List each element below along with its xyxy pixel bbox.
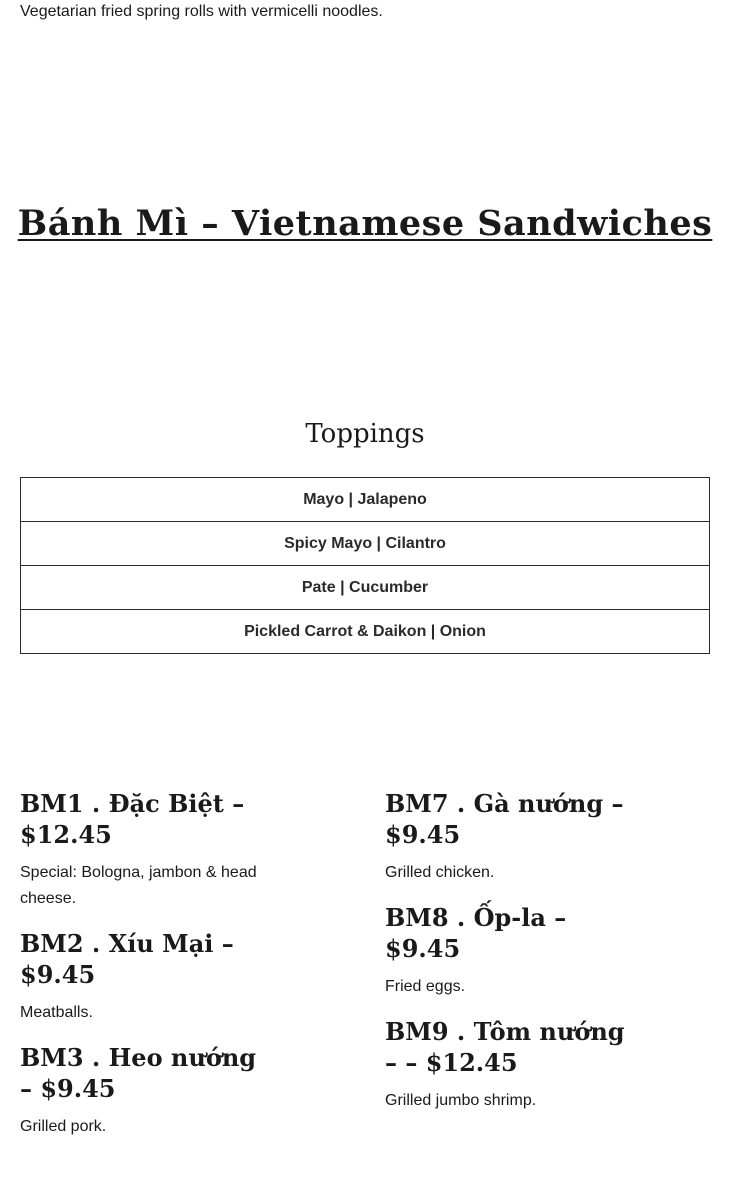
menu-item-description: Grilled chicken. (385, 864, 495, 881)
menu-item-title: BM9 . Tôm nướng – – $12.45 (385, 1017, 625, 1077)
toppings-title: Toppings (305, 419, 425, 449)
menu-item (20, 928, 260, 1026)
menu-item (385, 902, 625, 1000)
menu-item-title: BM2 . Xíu Mại – $9.45 (20, 929, 234, 989)
menu-column-left (20, 788, 260, 1156)
menu-item-title: BM3 . Heo nướng – $9.45 (20, 1043, 257, 1103)
toppings-table (20, 477, 710, 654)
menu-item-description: Meatballs. (20, 1004, 93, 1021)
menu-item-description: Fried eggs. (385, 978, 466, 995)
menu-column-right (385, 788, 625, 1130)
menu-item-description: Grilled pork. (20, 1118, 107, 1135)
table-row (21, 478, 710, 522)
menu-item-title: BM1 . Đặc Biệt – $12.45 (20, 789, 245, 849)
topping-cell: Mayo | Jalapeno (21, 478, 710, 522)
topping-cell: Pickled Carrot & Daikon | Onion (21, 610, 710, 654)
intro-description: Vegetarian fried spring rolls with vermicelli noodles. (20, 3, 383, 20)
menu-item (385, 788, 625, 886)
menu-item (20, 788, 260, 912)
menu-item-title: BM8 . Ốp-la – $9.45 (385, 903, 567, 963)
topping-cell: Spicy Mayo | Cilantro (21, 522, 710, 566)
menu-item (20, 1042, 260, 1140)
menu-item (385, 1016, 625, 1114)
topping-cell: Pate | Cucumber (21, 566, 710, 610)
section-title: Bánh Mì – Vietnamese Sandwiches (17, 203, 713, 244)
table-row (21, 610, 710, 654)
table-row (21, 522, 710, 566)
menu-item-description: Special: Bologna, jambon & head cheese. (20, 864, 257, 907)
table-row (21, 566, 710, 610)
menu-item-description: Grilled jumbo shrimp. (385, 1092, 537, 1109)
menu-item-title: BM7 . Gà nướng – $9.45 (385, 789, 624, 849)
